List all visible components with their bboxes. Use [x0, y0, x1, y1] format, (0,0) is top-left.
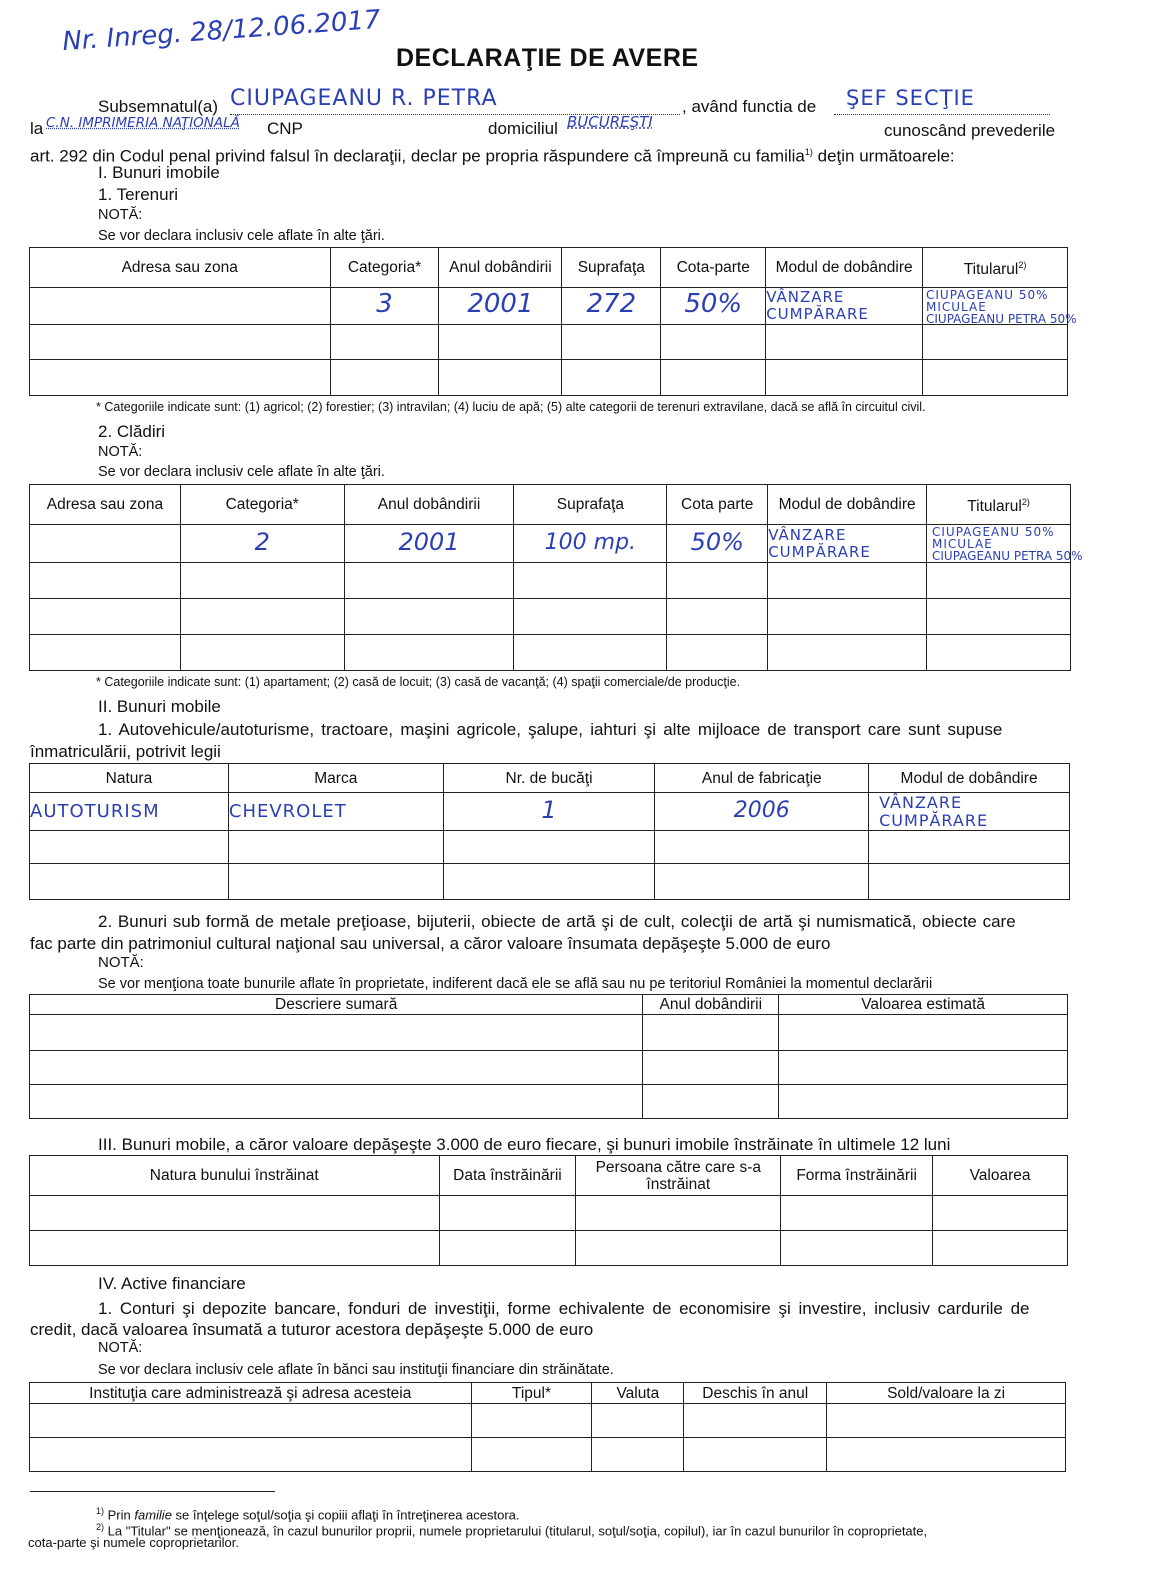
table-row	[30, 831, 1070, 864]
cladiri-table	[29, 484, 1071, 671]
cell-suprafata	[562, 288, 661, 325]
subsemnatul-label: Subsemnatul(a)	[98, 97, 219, 116]
terenuri-heading: 1. Terenuri	[98, 185, 179, 204]
f1-pre: Prin	[104, 1507, 135, 1523]
col-natura: Natura	[30, 764, 229, 793]
page-title: DECLARAŢIE DE AVERE	[396, 44, 699, 72]
col-anul: Anul dobândirii	[643, 995, 779, 1015]
bunuri-pretioase-line-1: 2. Bunuri sub formă de metale preţioase, bijuterii, obiecte de artă şi de cult, colecţii de artă şi numismatică, obiecte care	[98, 912, 1016, 931]
section-2-heading: II. Bunuri mobile	[98, 697, 221, 716]
nota4-text: Se vor declara inclusiv cele aflate în bănci sau instituţii financiare din străinătate.	[98, 1362, 614, 1378]
cell-adresa	[30, 288, 331, 325]
hw-anul: 2001	[467, 289, 534, 319]
col-cota: Cota-parte	[661, 248, 766, 288]
f2-a: La "Titular" se menţionează, în cazul bunurilor proprii, numele proprietarului (titularul, soţul/soţia, copilul), iar în cazul bunurilor în coproprietate,	[104, 1523, 928, 1539]
cell-anul	[439, 288, 562, 325]
cell-adresa	[30, 525, 181, 563]
table-row	[30, 1438, 1066, 1472]
functia-value: ŞEF SECŢIE	[846, 86, 975, 110]
table-row	[30, 325, 1068, 360]
la-label: la	[30, 119, 44, 138]
table-row	[30, 563, 1071, 599]
col-tipul: Tipul*	[471, 1383, 592, 1404]
col-adresa: Adresa sau zona	[30, 248, 331, 288]
terenuri-footnote: * Categoriile indicate sunt: (1) agricol; (2) forestier; (3) intravilan; (4) luciu de apă; (5) alte categorii de terenuri extravilane, dacă se află în circuitul civil.	[96, 400, 926, 414]
cladiri-heading: 2. Clădiri	[98, 422, 166, 441]
nota2-label: NOTĂ:	[98, 444, 143, 460]
domiciliul-label: domiciliul	[488, 119, 558, 138]
col-titular-label: Titularul	[967, 498, 1022, 516]
functia-label: , având functia de	[682, 97, 817, 116]
col-sold: Sold/valoare la zi	[827, 1383, 1066, 1404]
cell-anul	[344, 525, 514, 563]
conturi-line-2: credit, dacă valoarea însumată a tuturor acestora depăşeşte 5.000 de euro	[30, 1320, 594, 1339]
col-modul: Modul de dobândire	[768, 485, 927, 525]
cell-marca	[228, 793, 443, 831]
col-natura: Natura bunului înstrăinat	[30, 1156, 440, 1196]
col-titular	[927, 485, 1071, 525]
hw-marca: CHEVROLET	[228, 800, 347, 822]
col-categoria: Categoria*	[330, 248, 439, 288]
cladiri-titular-hw	[932, 526, 1083, 562]
hw-titular-3: CIUPAGEANU PETRA 50%	[932, 549, 1083, 563]
la-value: C.N. IMPRIMERIA NAŢIONALĂ	[46, 115, 240, 131]
table-row	[30, 1085, 1068, 1119]
table-row	[30, 288, 1068, 325]
hw-titular-1: CIUPAGEANU 50%	[932, 525, 1055, 539]
cell-nr	[443, 793, 655, 831]
autovehicule-table	[29, 763, 1070, 900]
cell-suprafata	[514, 525, 667, 563]
intro-sup: 1)	[804, 147, 813, 157]
hw-modul-1: VÂNZARE	[766, 288, 845, 306]
bunuri-pretioase-table	[29, 994, 1068, 1119]
cladiri-footnote: * Categoriile indicate sunt: (1) apartament; (2) casă de locuit; (3) casă de vacanţă; (4) spaţii comerciale/de producţie.	[96, 675, 741, 689]
autovehicule-line-1: 1. Autovehicule/autoturisme, tractoare, maşini agricole, şalupe, iahturi şi alte mijloace de transport care sunt supuse	[98, 720, 1003, 739]
domiciliul-value: BUCUREŞTI	[567, 113, 653, 131]
hw-modul-1: VÂNZARE	[768, 525, 847, 544]
col-persoana: Persoana către care s-a înstrăinat	[576, 1156, 781, 1196]
col-valuta: Valuta	[592, 1383, 684, 1404]
col-cota: Cota parte	[667, 485, 768, 525]
hw-suprafata: 100 mp.	[544, 530, 637, 555]
hw-modul-2: CUMPĂRARE	[768, 542, 871, 561]
col-suprafata: Suprafaţa	[562, 248, 661, 288]
table-row	[30, 360, 1068, 396]
f1-post: se înţelege soţul/soţia şi copiii aflaţi în întreţinerea acestora.	[171, 1507, 520, 1523]
hw-titular-1: CIUPAGEANU 50%	[926, 288, 1049, 302]
table-row	[30, 1015, 1068, 1051]
table-row	[30, 1231, 1068, 1266]
section-1-heading: I. Bunuri imobile	[98, 163, 220, 182]
f2-sup: 2)	[96, 1522, 105, 1532]
cell-categoria	[180, 525, 344, 563]
footnote-2-line-2: cota-parte şi numele coproprietarilor.	[28, 1535, 239, 1550]
titular-sup: 2)	[1018, 259, 1027, 270]
nota-text: Se vor declara inclusiv cele aflate în alte ţări.	[98, 228, 385, 244]
hw-natura: AUTOTURISM	[30, 800, 160, 822]
cell-modul	[766, 288, 923, 325]
hw-categoria: 3	[376, 289, 393, 319]
instrainate-table	[29, 1155, 1068, 1266]
cell-cota	[667, 525, 768, 563]
autovehicule-line-2: înmatriculării, potrivit legii	[30, 742, 221, 761]
footnote-divider	[30, 1491, 275, 1492]
col-institutia: Instituţia care administrează şi adresa acesteia	[30, 1383, 472, 1404]
cell-cota	[661, 288, 766, 325]
col-titular-label: Titularul	[963, 261, 1019, 279]
col-marca: Marca	[228, 764, 443, 793]
hw-modul-2: CUMPĂRARE	[879, 810, 989, 830]
col-suprafata: Suprafaţa	[514, 485, 667, 525]
terenuri-titular-hw	[926, 289, 1077, 325]
col-data: Data înstrăinării	[439, 1156, 576, 1196]
conturi-table	[29, 1382, 1066, 1472]
name-value: CIUPAGEANU R. PETRA	[230, 86, 498, 111]
col-modul: Modul de dobândire	[869, 764, 1070, 793]
cunoscand-label: cunoscând prevederile	[884, 121, 1056, 140]
table-row	[30, 635, 1071, 671]
col-adresa: Adresa sau zona	[30, 485, 181, 525]
table-row	[30, 599, 1071, 635]
hw-anul: 2001	[398, 527, 460, 556]
f1-sup: 1)	[96, 1506, 105, 1516]
cell-modul	[768, 525, 927, 563]
col-anul: Anul de fabricaţie	[655, 764, 869, 793]
col-deschis: Deschis în anul	[684, 1383, 827, 1404]
col-valoarea: Valoarea	[933, 1156, 1068, 1196]
bunuri-pretioase-line-2: fac parte din patrimoniul cultural naţional sau universal, a căror valoare însumata depăşeşte 5.000 de euro	[30, 934, 831, 953]
table-row	[30, 1051, 1068, 1085]
hw-suprafata: 272	[586, 289, 637, 319]
table-row	[30, 864, 1070, 900]
col-anul: Anul dobândirii	[439, 248, 562, 288]
nota3-text: Se vor menţiona toate bunurile aflate în proprietate, indiferent dacă ele se află sau nu pe teritoriul României la momentul declarării	[98, 976, 933, 992]
col-valoarea: Valoarea estimată	[779, 995, 1068, 1015]
col-titular	[923, 248, 1068, 288]
col-categoria: Categoria*	[180, 485, 344, 525]
cell-categoria	[330, 288, 439, 325]
hw-titular-2: MICULAE	[926, 300, 987, 314]
hw-modul-1: VÂNZARE	[879, 792, 963, 812]
col-descriere: Descriere sumară	[30, 995, 643, 1015]
intro-end: deţin următoarele:	[812, 146, 955, 166]
col-modul: Modul de dobândire	[766, 248, 923, 288]
nota3-label: NOTĂ:	[98, 954, 144, 971]
section-4-heading: IV. Active financiare	[98, 1274, 246, 1293]
hw-anul: 2006	[733, 798, 790, 823]
hw-cota: 50%	[684, 289, 743, 319]
terenuri-table	[29, 247, 1068, 396]
registration-number: Nr. Inreg. 28/12.06.2017	[61, 4, 382, 58]
col-forma: Forma înstrăinării	[781, 1156, 933, 1196]
nota-label: NOTĂ:	[98, 207, 143, 223]
cnp-label: CNP	[267, 119, 303, 138]
cell-anul	[655, 793, 869, 831]
table-row	[30, 1404, 1066, 1438]
conturi-line-1: 1. Conturi şi depozite bancare, fonduri de investiţii, forme echivalente de economisire şi investire, inclusiv cardurile de	[98, 1299, 1030, 1318]
table-row	[30, 793, 1070, 831]
hw-titular-3: CIUPAGEANU PETRA 50%	[926, 312, 1077, 326]
titular-sup: 2)	[1021, 496, 1030, 507]
hw-nr: 1	[541, 795, 557, 824]
hw-titular-2: MICULAE	[932, 537, 993, 551]
nota4-label: NOTĂ:	[98, 1340, 143, 1356]
col-nr: Nr. de bucăţi	[443, 764, 655, 793]
table-row	[30, 525, 1071, 563]
hw-categoria: 2	[254, 527, 270, 556]
intro-text: art. 292 din Codul penal privind falsul în declaraţii, declar pe propria răspundere că împreună cu familia	[30, 146, 805, 166]
table-row	[30, 1196, 1068, 1231]
f1-em: familie	[134, 1507, 172, 1523]
cell-natura	[30, 793, 229, 831]
hw-cota: 50%	[690, 527, 744, 556]
col-anul: Anul dobândirii	[344, 485, 514, 525]
cell-modul	[869, 793, 1070, 831]
section-3-heading: III. Bunuri mobile, a căror valoare depăşeşte 3.000 de euro fiecare, şi bunuri imobile înstrăinate în ultimele 12 luni	[98, 1135, 951, 1154]
hw-modul-2: CUMPĂRARE	[766, 305, 869, 323]
nota2-text: Se vor declara inclusiv cele aflate în alte ţări.	[98, 464, 385, 480]
